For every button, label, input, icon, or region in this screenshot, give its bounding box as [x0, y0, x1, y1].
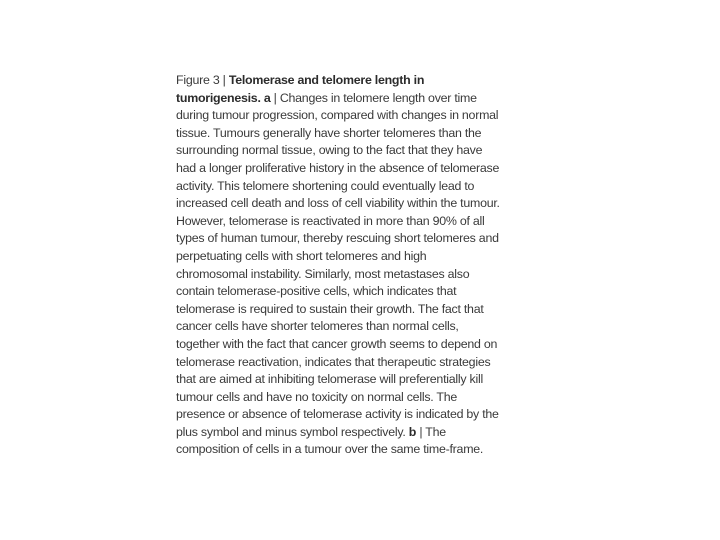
figure-caption [176, 72, 548, 459]
caption-line [176, 178, 548, 196]
caption-segment: activity. This telomere shortening could eventually lead to [176, 178, 475, 193]
caption-line [176, 424, 548, 442]
caption-segment: | Changes in telomere length over time [270, 90, 477, 105]
caption-segment: types of human tumour, thereby rescuing short telomeres and [176, 231, 499, 246]
caption-segment: | The [416, 424, 446, 439]
caption-line [176, 142, 548, 160]
caption-segment-bold: tumorigenesis. a [176, 90, 271, 105]
caption-segment-bold: b [408, 424, 417, 439]
caption-segment: that are aimed at inhibiting telomerase will preferentially kill [176, 372, 483, 387]
caption-segment: increased cell death and loss of cell viability within the tumour. [176, 196, 500, 211]
caption-line [176, 354, 548, 372]
caption-line [176, 318, 548, 336]
caption-line [176, 266, 548, 284]
caption-segment: presence or absence of telomerase activity is indicated by the [176, 407, 499, 422]
caption-segment: chromosomal instability. Similarly, most metastases also [176, 266, 470, 281]
caption-line [176, 371, 548, 389]
caption-segment: surrounding normal tissue, owing to the fact that they have [176, 143, 483, 158]
caption-line [176, 213, 548, 231]
caption-line [176, 336, 548, 354]
caption-segment: together with the fact that cancer growth seems to depend on [176, 336, 498, 351]
caption-line [176, 72, 548, 90]
caption-segment-bold: Telomerase and telomere length in [228, 73, 425, 87]
caption-line [176, 90, 548, 108]
caption-line [176, 125, 548, 143]
caption-line [176, 248, 548, 266]
caption-segment: composition of cells in a tumour over the same time-frame. [176, 442, 484, 457]
caption-segment: telomerase reactivation, indicates that therapeutic strategies [176, 354, 491, 369]
caption-segment: perpetuating cells with short telomeres and high [176, 248, 427, 263]
caption-line [176, 389, 548, 407]
caption-segment: tissue. Tumours generally have shorter telomeres than the [176, 125, 482, 140]
caption-segment: However, telomerase is reactivated in more than 90% of all [176, 213, 485, 228]
caption-line [176, 406, 548, 424]
caption-line [176, 107, 548, 125]
caption-segment: plus symbol and minus symbol respectively. [176, 424, 409, 439]
caption-line [176, 160, 548, 178]
caption-line [176, 230, 548, 248]
caption-segment: telomerase is required to sustain their growth. The fact that [176, 301, 484, 316]
caption-line [176, 195, 548, 213]
caption-line [176, 301, 548, 319]
caption-segment: had a longer proliferative history in the absence of telomerase [176, 160, 500, 175]
caption-segment: contain telomerase-positive cells, which indicates that [176, 284, 457, 299]
caption-segment: cancer cells have shorter telomeres than normal cells, [176, 319, 459, 334]
caption-segment: during tumour progression, compared with changes in normal [176, 108, 499, 123]
caption-segment: Figure 3 | [176, 73, 229, 87]
caption-line [176, 283, 548, 301]
caption-segment: tumour cells and have no toxicity on normal cells. The [176, 389, 458, 404]
caption-line [176, 441, 548, 459]
